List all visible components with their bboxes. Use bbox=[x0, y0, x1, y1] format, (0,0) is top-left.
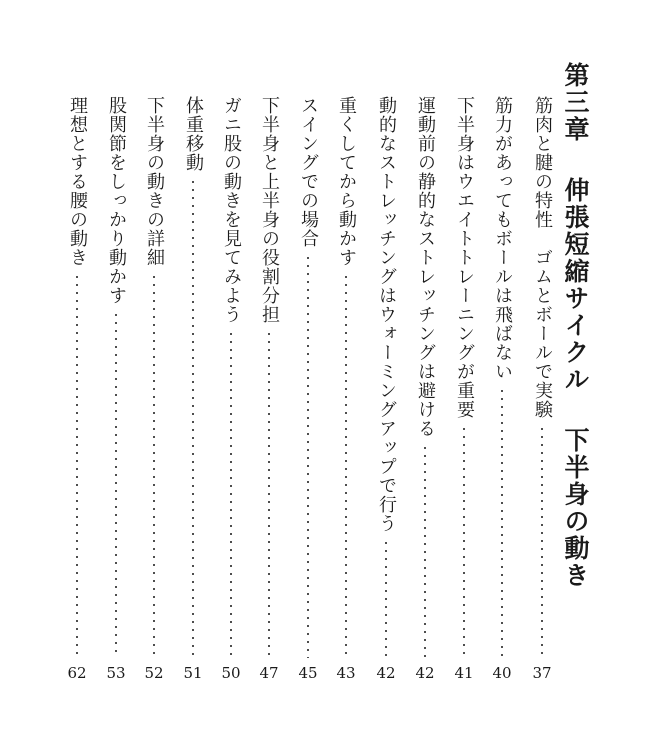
toc-entry-title: 下半身と上半身の役割分担 bbox=[259, 96, 280, 324]
dot-leader bbox=[268, 330, 270, 658]
toc-entry[interactable] bbox=[527, 96, 557, 682]
toc-entry-page: 47 bbox=[259, 664, 279, 682]
toc-entry-page: 51 bbox=[183, 664, 203, 682]
toc-entry-title: 体重移動 bbox=[183, 96, 204, 172]
dot-leader bbox=[385, 539, 387, 658]
toc-entry-page: 42 bbox=[415, 664, 435, 682]
toc-entry[interactable] bbox=[410, 96, 440, 682]
dot-leader bbox=[501, 387, 503, 658]
toc-entry[interactable] bbox=[139, 96, 169, 682]
dot-leader bbox=[76, 273, 78, 658]
chapter-title: 伸張短縮サイクル bbox=[561, 177, 590, 393]
toc-entry-page: 37 bbox=[532, 664, 552, 682]
toc-entry-page: 43 bbox=[336, 664, 356, 682]
toc-entry[interactable] bbox=[216, 96, 246, 682]
toc-entry[interactable] bbox=[449, 96, 479, 682]
dot-leader bbox=[345, 273, 347, 658]
toc-entry-title: 運動前の静的なストレッチングは避ける bbox=[415, 96, 436, 438]
toc-entry-page: 42 bbox=[376, 664, 396, 682]
dot-leader bbox=[307, 254, 309, 658]
dot-leader bbox=[230, 330, 232, 658]
toc-entry[interactable] bbox=[178, 96, 208, 682]
toc-entry-page: 45 bbox=[298, 664, 318, 682]
toc-entry[interactable] bbox=[62, 96, 92, 682]
toc-entry-title: ガニ股の動きを見てみよう bbox=[221, 96, 242, 324]
toc-entry-page: 40 bbox=[492, 664, 512, 682]
toc-entry[interactable] bbox=[371, 96, 401, 682]
chapter-label: 第三章 bbox=[561, 62, 590, 143]
toc-entry-page: 62 bbox=[67, 664, 87, 682]
toc-entry[interactable] bbox=[293, 96, 323, 682]
dot-leader bbox=[153, 273, 155, 658]
toc-entry-title: 筋力があってもボールは飛ばない bbox=[492, 96, 513, 381]
toc-entry-title: スイングでの場合 bbox=[298, 96, 319, 248]
toc-entry-page: 41 bbox=[454, 664, 474, 682]
toc-entry-title: 下半身の動きの詳細 bbox=[144, 96, 165, 267]
toc-entry-page: 52 bbox=[144, 664, 164, 682]
toc-entry-title: 股関節をしっかり動かす bbox=[106, 96, 127, 305]
dot-leader bbox=[541, 425, 543, 658]
toc-entry[interactable] bbox=[487, 96, 517, 682]
toc-entry-page: 50 bbox=[221, 664, 241, 682]
toc-entry-page: 53 bbox=[106, 664, 126, 682]
chapter-heading bbox=[560, 62, 590, 622]
chapter-subtitle: 下半身の動き bbox=[561, 427, 590, 589]
toc-entry-title: 筋肉と腱の特性 ゴムとボールで実験 bbox=[532, 96, 553, 419]
toc-entry-title: 動的なストレッチングはウォーミングアップで行う bbox=[376, 96, 397, 533]
toc-entry-title: 下半身はウエイトトレーニングが重要 bbox=[454, 96, 475, 419]
dot-leader bbox=[463, 425, 465, 658]
toc-entry-title: 理想とする腰の動き bbox=[67, 96, 88, 267]
toc-entry[interactable] bbox=[101, 96, 131, 682]
dot-leader bbox=[115, 311, 117, 658]
toc-entry[interactable] bbox=[254, 96, 284, 682]
dot-leader bbox=[424, 444, 426, 658]
toc-entry-title: 重くしてから動かす bbox=[336, 96, 357, 267]
dot-leader bbox=[192, 178, 194, 658]
toc-entry[interactable] bbox=[331, 96, 361, 682]
